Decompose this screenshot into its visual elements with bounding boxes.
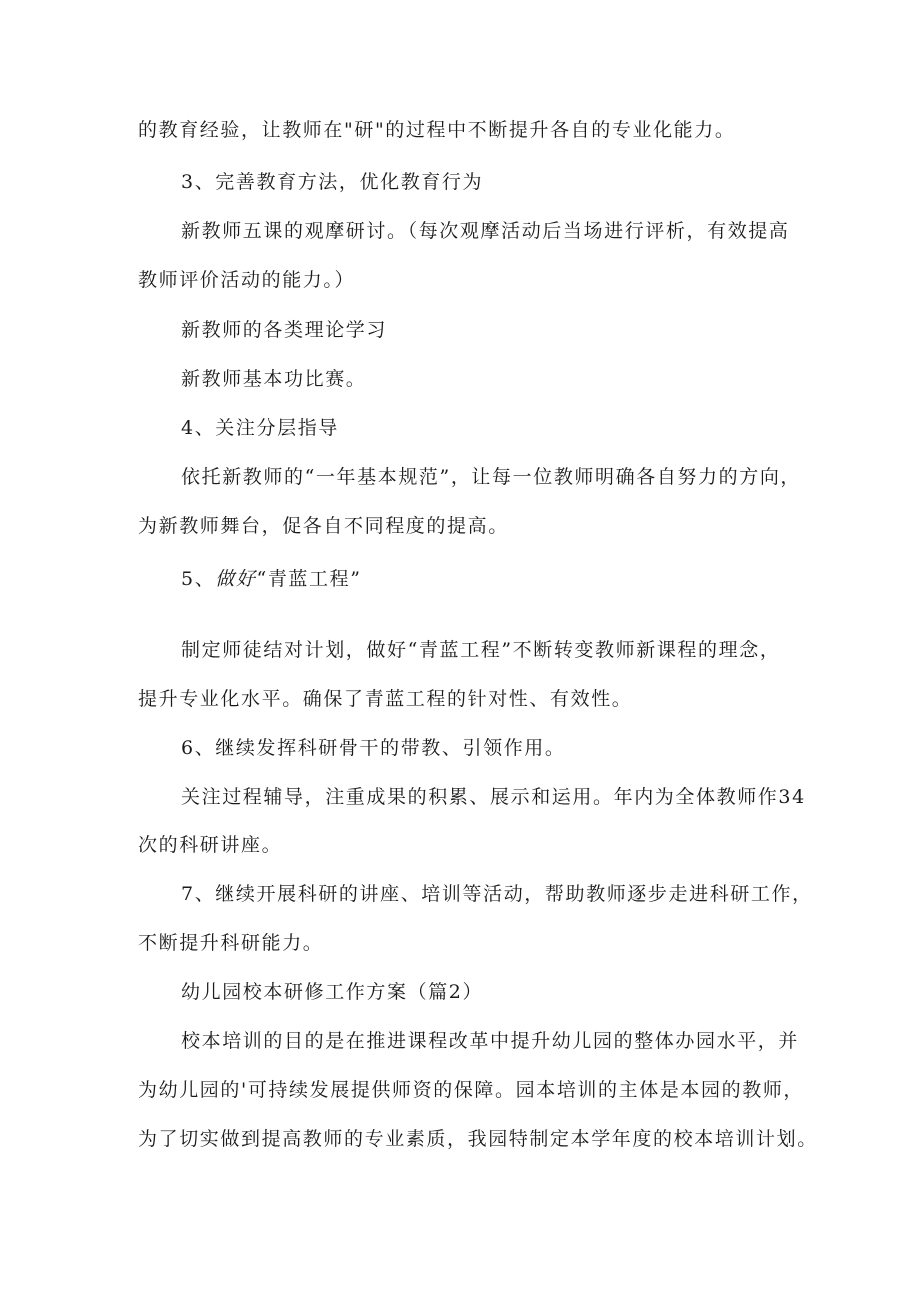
section-heading-5	[181, 567, 362, 591]
paragraph-line: 制定师徒结对计划，做好“青蓝工程”不断转变教师新课程的理念，	[181, 639, 781, 661]
section-heading-7: 7、继续开展科研的讲座、培训等活动，帮助教师逐步走进科研工作，	[181, 883, 813, 905]
paragraph-line: 为新教师舞台，促各自不同程度的提高。	[138, 515, 509, 537]
heading-number: 5、	[181, 568, 216, 590]
paragraph-line: 提升专业化水平。确保了青蓝工程的针对性、有效性。	[138, 688, 633, 710]
article-title: 幼儿园校本研修工作方案（篇2）	[181, 981, 484, 1003]
section-heading-3: 3、完善教育方法，优化教育行为	[181, 171, 484, 193]
paragraph-line: 为了切实做到提高教师的专业素质，我园特制定本学年度的校本培训计划。	[138, 1128, 818, 1150]
paragraph-line: 教师评价活动的能力。）	[138, 269, 356, 291]
paragraph-line: 不断提升科研能力。	[138, 932, 324, 954]
paragraph-line: 依托新教师的“一年基本规范”，让每一位教师明确各自努力的方向，	[181, 466, 802, 488]
paragraph-line: 次的科研讲座。	[138, 834, 283, 856]
section-heading-6: 6、继续发挥科研骨干的带教、引领作用。	[181, 737, 566, 759]
paragraph-line: 新教师基本功比赛。	[181, 368, 367, 390]
paragraph-line: 关注过程辅导，注重成果的积累、展示和运用。年内为全体教师作34	[181, 786, 806, 808]
heading-italic-text: 做好	[215, 568, 257, 590]
paragraph-line: 为幼儿园的'可持续发展提供师资的保障。园本培训的主体是本园的教师，	[138, 1079, 805, 1101]
section-heading-4: 4、关注分层指导	[181, 417, 339, 439]
paragraph-line: 校本培训的目的是在推进课程改革中提升幼儿园的整体办园水平，并	[181, 1030, 800, 1052]
paragraph-line: 新教师的各类理论学习	[181, 319, 388, 341]
heading-quoted-text: “青蓝工程”	[256, 568, 362, 590]
paragraph-line: 的教育经验，让教师在"研"的过程中不断提升各自的专业化能力。	[138, 119, 736, 141]
paragraph-line: 新教师五课的观摩研讨。（每次观摩活动后当场进行评析，有效提高	[181, 220, 790, 242]
